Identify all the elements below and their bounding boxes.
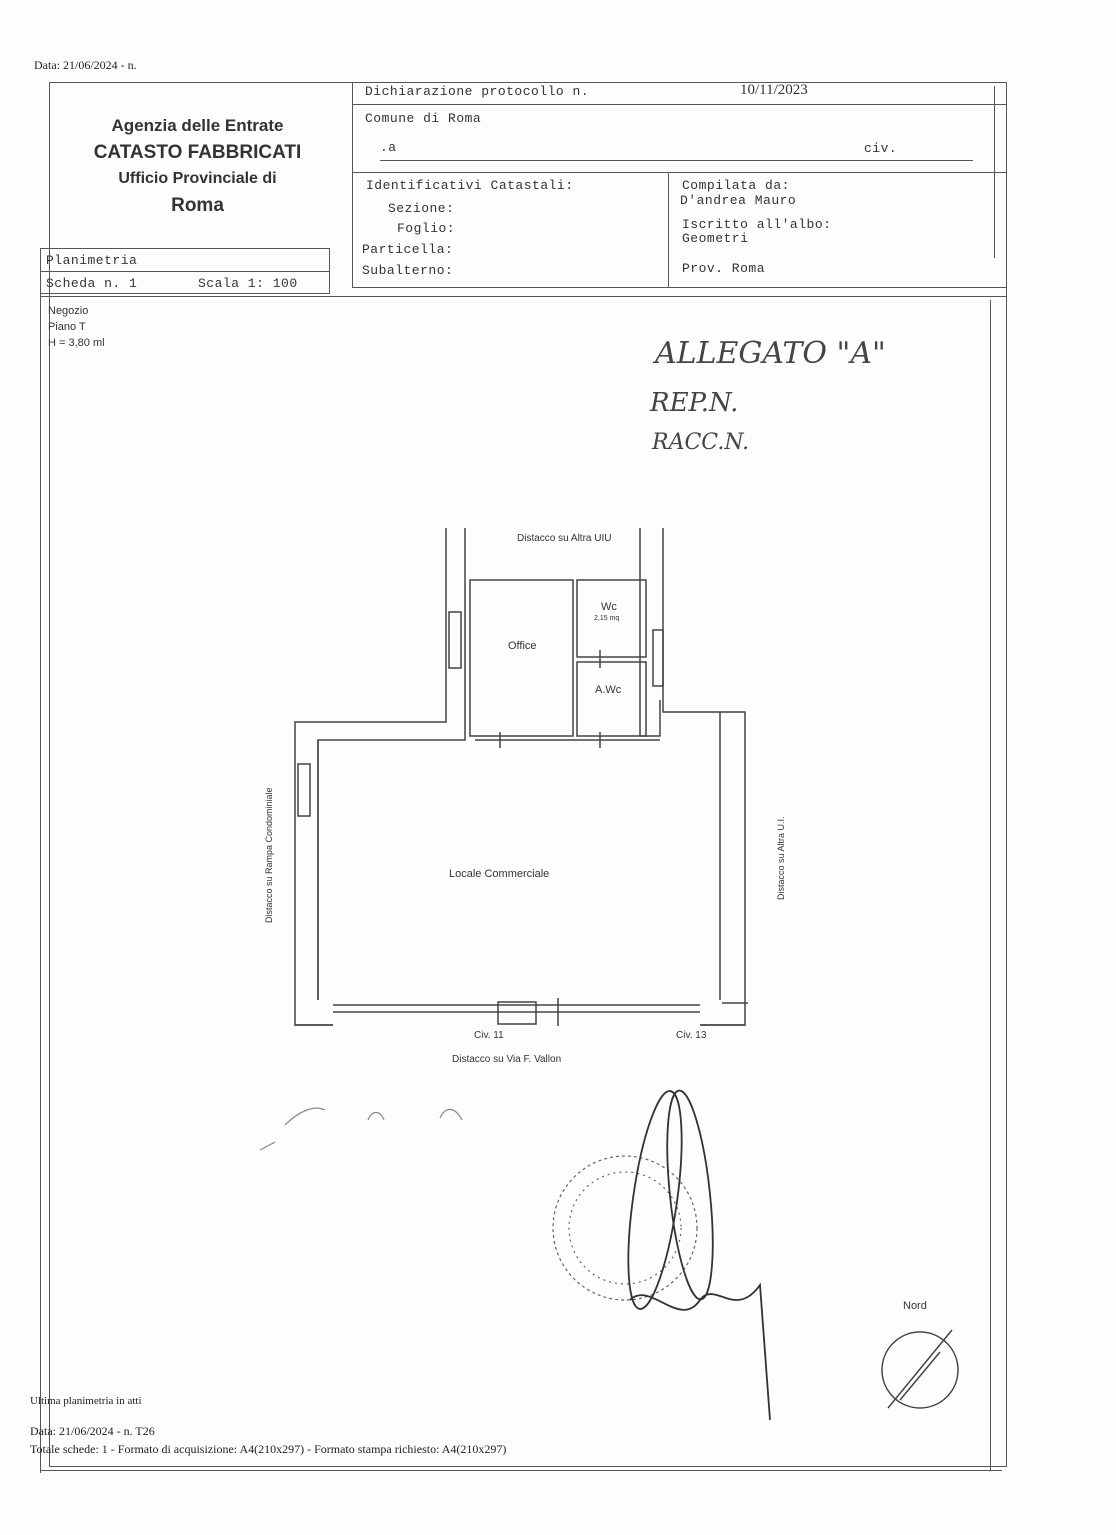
planimetria-title: Planimetria bbox=[46, 253, 138, 268]
plan-left-label: Distacco su Rampa Condominiale bbox=[264, 787, 274, 923]
compilata-label: Compilata da: bbox=[682, 178, 790, 193]
north-arrow-icon bbox=[882, 1330, 958, 1408]
nord-label: Nord bbox=[903, 1300, 927, 1312]
compilata-name: D'andrea Mauro bbox=[680, 193, 797, 208]
unit-height: H = 3,80 ml bbox=[48, 337, 105, 349]
civ-label: civ. bbox=[864, 141, 898, 156]
agency-name: Agenzia delle Entrate bbox=[111, 116, 284, 135]
ufficio-line: Ufficio Provinciale di bbox=[118, 170, 277, 187]
subalterno-label: Subalterno: bbox=[362, 263, 454, 278]
footer-data: Data: 21/06/2024 - n. T26 bbox=[30, 1424, 155, 1438]
plan-civ11: Civ. 11 bbox=[474, 1030, 504, 1041]
room-awc: A.Wc bbox=[595, 684, 622, 696]
dichiarazione-label: Dichiarazione protocollo n. bbox=[365, 84, 590, 99]
comune-label: Comune di Roma bbox=[365, 111, 482, 126]
scala-label: Scala 1: 100 bbox=[198, 276, 298, 291]
identificativi-label: Identificativi Catastali: bbox=[366, 178, 574, 193]
plan-civ13: Civ. 13 bbox=[676, 1030, 707, 1041]
room-wc-area: 2,15 mq bbox=[594, 615, 620, 622]
plan-top-label: Distacco su Altra UIU bbox=[517, 533, 612, 544]
room-locale-commerciale: Locale Commerciale bbox=[449, 868, 550, 880]
iscritto-value: Geometri bbox=[682, 231, 749, 246]
handwritten-rep: REP.N. bbox=[650, 388, 739, 418]
foglio-label: Foglio: bbox=[397, 221, 456, 236]
particella-label: Particella: bbox=[362, 242, 454, 257]
plan-right-label: Distacco su Altra U.I. bbox=[776, 816, 786, 900]
room-wc: Wc bbox=[601, 601, 617, 613]
room-office: Office bbox=[508, 640, 537, 652]
handwritten-racc: RACC.N. bbox=[652, 430, 750, 455]
footer-totale: Totale schede: 1 - Formato di acquisizione: A4(210x297) - Formato stampa richiesto: A4(210x297) bbox=[30, 1442, 507, 1456]
iscritto-label: Iscritto all'albo: bbox=[682, 217, 832, 232]
unit-floor: Piano T bbox=[48, 321, 86, 333]
signature-icon bbox=[618, 1088, 770, 1420]
prov-label: Prov. Roma bbox=[682, 261, 766, 276]
top-date-line: Data: 21/06/2024 - n. bbox=[34, 58, 137, 72]
ufficio-city: Roma bbox=[171, 195, 224, 216]
catasto-title: CATASTO FABBRICATI bbox=[93, 142, 302, 163]
redacted-area bbox=[280, 1155, 495, 1260]
dichiarazione-date: 10/11/2023 bbox=[740, 82, 808, 98]
scheda-label: Scheda n. 1 bbox=[46, 276, 138, 291]
sezione-label: Sezione: bbox=[388, 201, 455, 216]
unit-type: Negozio bbox=[48, 305, 89, 317]
footer-ultima: Ultima planimetria in atti bbox=[30, 1395, 142, 1407]
via-fragment: .a bbox=[380, 140, 397, 155]
footer-rule bbox=[40, 1470, 1002, 1471]
plan-bottom-label: Distacco su Via F. Vallon bbox=[452, 1054, 562, 1065]
official-seal-icon bbox=[553, 1156, 697, 1300]
handwritten-allegato: ALLEGATO "A" bbox=[655, 336, 886, 371]
